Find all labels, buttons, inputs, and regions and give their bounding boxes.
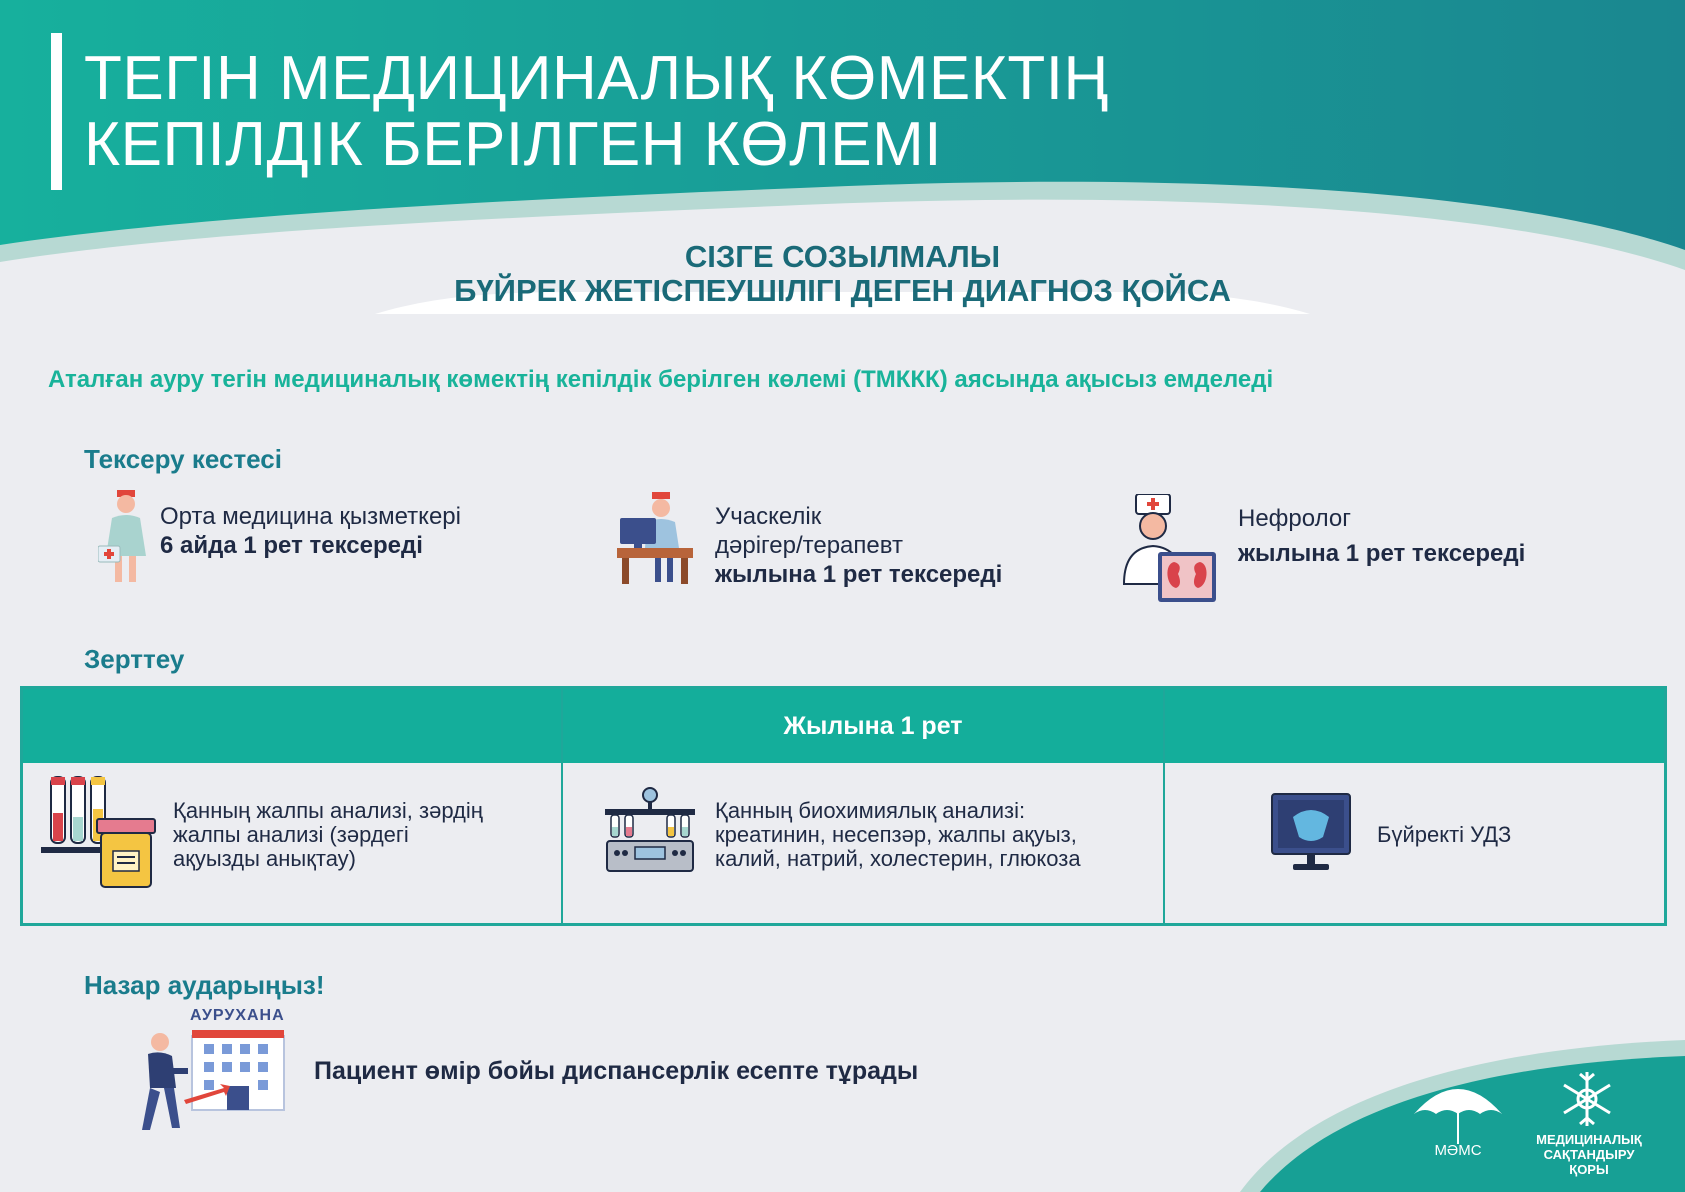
insurance-fund-text [1530, 1132, 1648, 1177]
exam-role-line-2: дәрігер/терапевт [715, 532, 903, 559]
insurance-fund-logo [1558, 1068, 1616, 1130]
mams-logo-text: МӘМС [1434, 1142, 1482, 1159]
nephrologist-icon [1120, 494, 1220, 602]
fund-text-line-2: САҚТАНДЫРУ [1543, 1147, 1635, 1162]
fund-text-line-3: ҚОРЫ [1569, 1162, 1609, 1177]
research-text-line-2: жалпы анализі (зәрдегі [173, 822, 409, 847]
research-table [20, 686, 1667, 926]
exam-frequency: 6 айда 1 рет тексереді [160, 532, 423, 559]
attention-title: Назар аударыңыз! [84, 970, 325, 1000]
research-cell-general-analysis [23, 763, 561, 923]
research-text-line-3: ақуызды анықтау) [173, 846, 357, 871]
doctor-desk-icon [617, 492, 693, 584]
research-section-title: Зерттеу [84, 644, 185, 674]
exam-item-nephrologist [1120, 494, 1590, 604]
hospital-label: АУРУХАНА [190, 1007, 285, 1024]
fund-text-line-1: МЕДИЦИНАЛЫҚ [1536, 1132, 1642, 1147]
subtitle-block [375, 236, 1310, 316]
biochem-analyzer-icon [605, 787, 695, 873]
patient-hospital-icon [132, 1030, 292, 1134]
exam-frequency: жылына 1 рет тексереді [1238, 540, 1526, 567]
subtitle-line-1: СІЗГЕ СОЗЫЛМАЛЫ [684, 239, 1001, 274]
title-line-1: ТЕГІН МЕДИЦИНАЛЫҚ КӨМЕКТІҢ [84, 44, 1109, 113]
exam-frequency: жылына 1 рет тексереді [715, 561, 1003, 588]
research-text-line-1: Қанның жалпы анализі, зәрдің [173, 798, 483, 823]
subtitle [375, 240, 1310, 308]
research-text-line-3: калий, натрий, холестерин, глюкоза [715, 846, 1081, 871]
ultrasound-monitor-icon [1271, 793, 1351, 873]
research-frequency-label: Жылына 1 рет [783, 712, 963, 740]
exam-role: Орта медицина қызметкері [160, 503, 461, 530]
lab-tubes-icon [41, 773, 157, 889]
exam-item-district-doctor [617, 492, 1067, 602]
nurse-icon [98, 490, 154, 584]
exam-item-nurse [98, 490, 528, 590]
page-title [84, 46, 1184, 178]
exam-role: Учаскелік [715, 503, 822, 530]
exam-role: Нефролог [1238, 505, 1351, 532]
intro-text: Аталған ауру тегін медициналық көмектің кепілдік берілген көлемі (ТМККК) аясында ақысыз емделеді [48, 366, 1274, 393]
title-line-2: КЕПІЛДІК БЕРІЛГЕН КӨЛЕМІ [84, 110, 942, 179]
research-text-line-2: креатинин, несепзәр, жалпы ақуыз, [715, 822, 1077, 847]
research-cell-ultrasound [1165, 763, 1665, 923]
research-cell-biochemistry [563, 763, 1163, 923]
dispensary-note: Пациент өмір бойы диспансерлік есепте тұрады [314, 1057, 919, 1085]
title-accent-bar [51, 33, 62, 190]
exam-section-title: Тексеру кестесі [84, 444, 282, 474]
research-text-line-1: Қанның биохимиялық анализі: [715, 798, 1026, 823]
research-text-line-1: Бүйректі УДЗ [1377, 822, 1512, 847]
subtitle-line-2: БҮЙРЕК ЖЕТІСПЕУШІЛІГІ ДЕГЕН ДИАГНОЗ ҚОЙСА [454, 273, 1231, 308]
